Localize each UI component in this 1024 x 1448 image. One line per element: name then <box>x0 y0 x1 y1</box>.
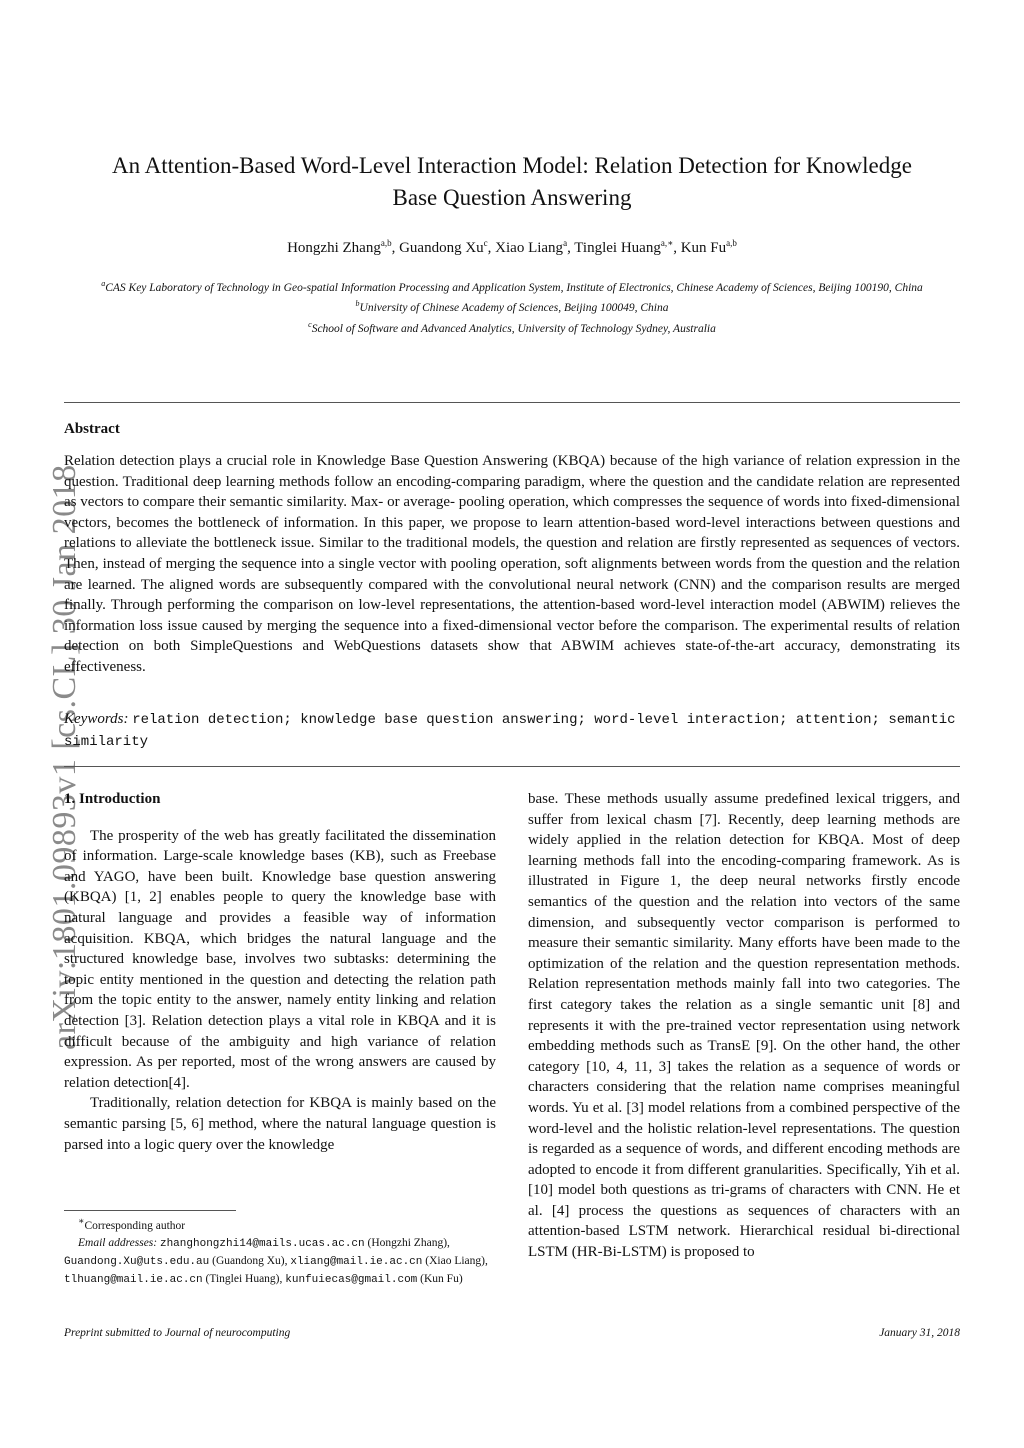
author-list <box>60 238 964 257</box>
title-line-1: An Attention-Based Word-Level Interaction Model: Relation Detection for Knowledge <box>112 153 912 178</box>
corresponding-note: ∗Corresponding author <box>78 1216 186 1232</box>
affiliation: $^c$School of Software and Advanced Analytics, University of Technology Sydney, Australia <box>308 319 716 335</box>
section-heading: 1. Introduction <box>64 791 161 807</box>
affiliations <box>64 276 960 337</box>
abstract-divider <box>64 766 960 767</box>
abstract-text: Relation detection plays a crucial role in Knowledge Base Question Answering (KBQA) because of the high variance of relation expression in the question. Traditional deep learning methods follow an encoding-comparing paradigm, where the question and the candidate relation are represented as vectors to compare their semantic similarity. Max- or average- pooling operation, which compresses the sequence of words into fixed-dimensional vectors, becomes the bottleneck of information. In this paper, we propose to learn attention-based word-level interactions between questions and relations to alleviate the bottleneck issue. Similar to the traditional models, the question and relation are firstly represented as sequences of vectors. Then, instead of merging the sequence into a single vector with pooling operation, soft alignments between words from the question and the relation are learned. The aligned words are subsequently compared with the convolutional neural network (CNN) and the comparison results are merged finally. Through performing the comparison on low-level representations, the attention-based word-level interaction model (ABWIM) relieves the information loss issue caused by merging the sequence into a fixed-dimensional vector before the comparison. The experimental results of relation detection on both SimpleQuestions and WebQuestions datasets show that ABWIM achieves state-of-the-art accuracy, demonstrating its effectiveness. <box>64 453 960 675</box>
keywords <box>64 709 960 753</box>
footer-journal: Preprint submitted to Journal of neurocomputing <box>64 1327 291 1339</box>
footnotes <box>64 1213 496 1289</box>
paper-title <box>60 150 964 214</box>
author: Xiao Liang$^a$, <box>495 238 575 256</box>
arxiv-identifier: arXiv:1801.09893v1 [cs.CL] 30 Jan 2018 <box>46 464 83 1050</box>
keywords-text: relation detection; knowledge base question answering; word-level interaction; attention; semantic similarity <box>64 712 956 750</box>
title-line-2: Base Question Answering <box>392 185 632 210</box>
paragraph: base. These methods usually assume predefined lexical triggers, and suffer from lexical chasm [7]. Recently, deep learning methods are widely applied in the relation detection for KBQA. Most of deep learning methods fall into the encoding-comparing framework. As is illustrated in Figure 1, the deep neural networks firstly encode semantics of the question and the relation into vectors of the same dimension, and subsequently vector comparison is performed to measure their semantic similarity. Many efforts have been made to the optimization of the relation and the question representation methods. Relation representation methods mainly fall into two categories. The first category takes the relation as a single semantic unit [8] and represents it with the pre-trained vector representation using network embedding methods such as TransE [9]. On the other hand, the other category [10, 4, 11, 3] takes the relation as a sequence of words or characters considering that the relation name comprises meaningful words. Yu et al. [3] model relations from a combined perspective of the word-level and the holistic relation-level representations. The question is regarded as a sequence of words, and different encoding methods are adopted to encode it from different granularities. Specifically, Yih et al. [10] model both questions as tri-grams of characters with CNN. He et al. [4] process the questions as sequences of characters with an attention-based LSTM network. Hierarchical residual bi-directional LSTM (HR-Bi-LSTM) is proposed to <box>528 791 960 1261</box>
affiliation: $^b$University of Chinese Academy of Sciences, Beijing 100049, China <box>355 299 669 315</box>
affiliation: $^a$CAS Key Laboratory of Technology in Geo-spatial Information Processing and Application System, Institute of Electronics, Chinese Academy of Sciences, Beijing 100190, China <box>101 279 923 294</box>
top-divider <box>64 402 960 403</box>
keywords-label: Keywords: <box>64 711 129 727</box>
author: Hongzhi Zhang$^{a,b}$, <box>287 238 400 256</box>
left-column <box>64 789 496 1155</box>
author: Tinglei Huang$^{a,∗}$, <box>574 238 681 256</box>
paragraph: The prosperity of the web has greatly facilitated the dissemination of information. Large-scale knowledge bases (KB), such as Freebase and YAGO, have been built. Knowledge base question answering (KBQA) [1, 2] enables people to query the knowledge base with natural language and provides a feasible way of information acquisition. KBQA, which bridges the natural language and the structured knowledge base, involves two subtasks: determining the topic entity mentioned in the question and detecting the relation path from the topic entity to the answer, namely entity linking and relation detection [3]. Relation detection plays a vital role in KBQA and it is difficult because of the ambiguity and high variance of relation expression. As per reported, most of the wrong answers are caused by relation detection[4]. <box>64 827 496 1091</box>
footnote-divider <box>64 1210 236 1211</box>
email-addresses: Email addresses: zhanghongzhi14@mails.ucas.ac.cn (Hongzhi Zhang), Guandong.Xu@uts.edu.au (Guandong Xu), xliang@mail.ie.ac.cn (Xiao Liang), tlhuang@mail.ie.ac.cn (Tinglei Huang), kunfuiecas@gmail.com (Kun Fu) <box>64 1236 488 1286</box>
paragraph: Traditionally, relation detection for KBQA is mainly based on the semantic parsing [5, 6] method, where the natural language question is parsed into a logic query over the knowledge <box>64 1095 496 1153</box>
author: Kun Fu$^{a,b}$ <box>680 238 737 256</box>
footer-date: January 31, 2018 <box>879 1327 960 1339</box>
right-column <box>528 789 960 1263</box>
author: Guandong Xu$^c$, <box>399 238 496 256</box>
abstract-heading: Abstract <box>64 421 120 437</box>
